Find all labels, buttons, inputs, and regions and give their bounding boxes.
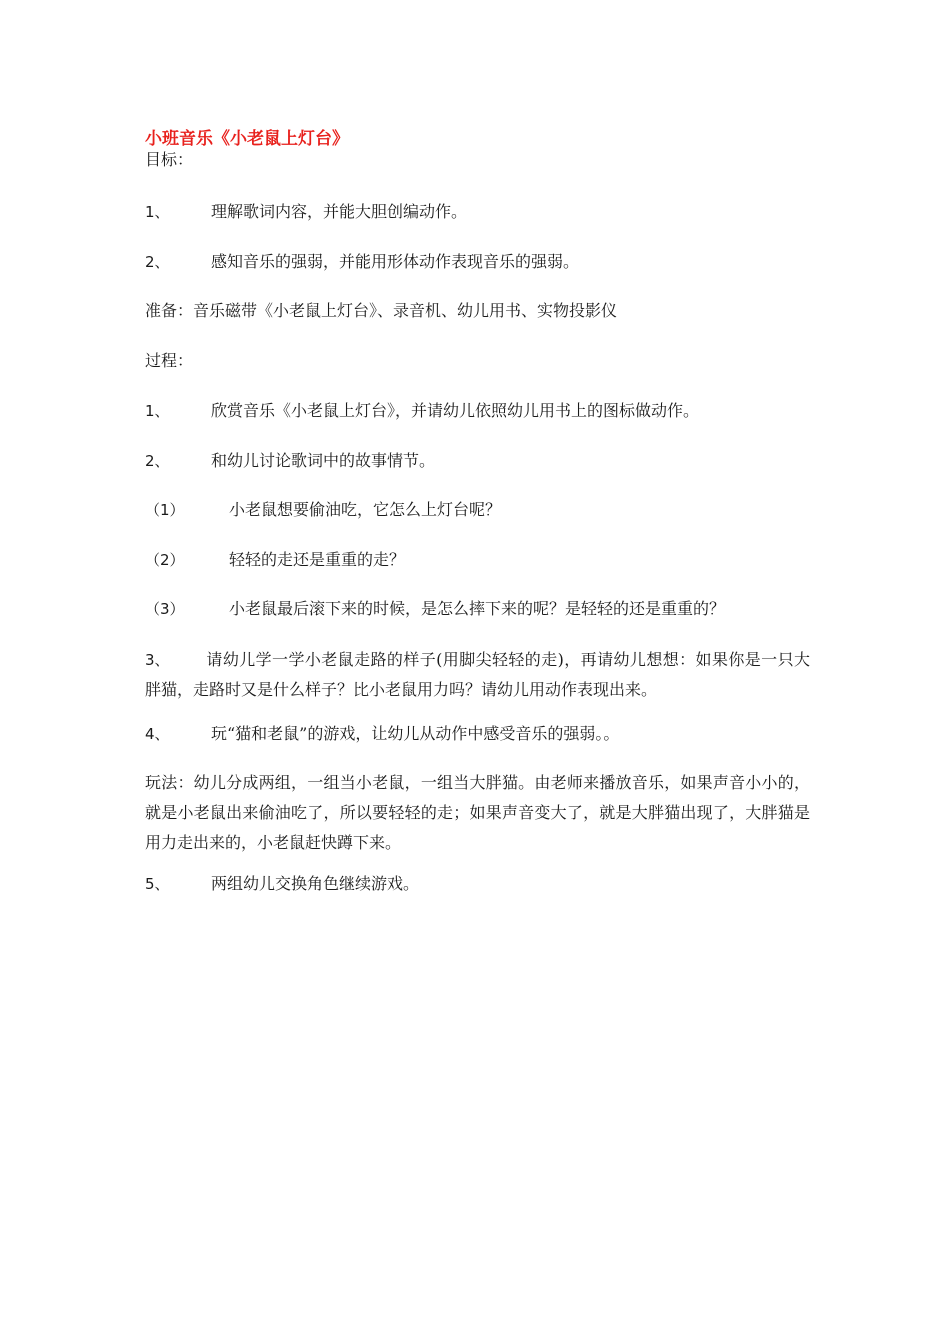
step-item-3 (145, 645, 810, 705)
step-text: 和幼儿讨论歌词中的故事情节。 (211, 451, 436, 470)
sub-question-text: 小老鼠最后滚下来的时候，是怎么摔下来的呢？是轻轻的还是重重的？ (229, 599, 726, 618)
sub-question-text: 小老鼠想要偷油吃，它怎么上灯台呢？ (229, 500, 502, 519)
goal-item-2 (145, 248, 579, 276)
gameplay-text: 玩法：幼儿分成两组，一组当小老鼠，一组当大胖猫。由老师来播放音乐，如果声音小小的，就是小老鼠出来偷油吃了，所以要轻轻的走；如果声音变大了，就是大胖猫出现了，大胖猫是用力走出来的，小老鼠赶快蹲下来。 (145, 773, 810, 852)
sub-question-3 (145, 595, 725, 623)
step-item-4 (145, 720, 619, 748)
step-number: 3、 (145, 651, 170, 669)
sub-question-number: （1） (145, 501, 185, 519)
process-label: 过程： (145, 351, 194, 370)
preparation-text: 准备：音乐磁带《小老鼠上灯台》、录音机、幼儿用书、实物投影仪 (145, 301, 618, 320)
step-item-1 (145, 397, 699, 425)
step-number: 2、 (145, 452, 170, 470)
step-number: 4、 (145, 725, 170, 743)
step-number: 5、 (145, 875, 170, 893)
document-title: 小班音乐《小老鼠上灯台》 (145, 129, 349, 149)
sub-question-number: （2） (145, 551, 185, 569)
sub-question-1 (145, 496, 501, 524)
step-text: 玩“猫和老鼠”的游戏，让幼儿从动作中感受音乐的强弱。。 (211, 724, 620, 743)
sub-question-2 (145, 546, 405, 574)
goal-text: 理解歌词内容，并能大胆创编动作。 (211, 202, 468, 221)
goal-text: 感知音乐的强弱，并能用形体动作表现音乐的强弱。 (211, 252, 580, 271)
step-number: 1、 (145, 402, 170, 420)
goals-label: 目标： (145, 150, 194, 169)
goal-number: 1、 (145, 203, 170, 221)
step-item-5 (145, 870, 419, 898)
step-item-2 (145, 447, 435, 475)
step-text: 请幼儿学一学小老鼠走路的样子(用脚尖轻轻的走)，再请幼儿想想：如果你是一只大胖猫，走路时又是什么样子？比小老鼠用力吗？请幼儿用动作表现出来。 (145, 650, 810, 699)
sub-question-number: （3） (145, 600, 185, 618)
goal-item-1 (145, 198, 467, 226)
sub-question-text: 轻轻的走还是重重的走？ (229, 550, 406, 569)
step-text: 欣赏音乐《小老鼠上灯台》，并请幼儿依照幼儿用书上的图标做动作。 (211, 401, 700, 420)
step-text: 两组幼儿交换角色继续游戏。 (211, 874, 420, 893)
goal-number: 2、 (145, 253, 170, 271)
